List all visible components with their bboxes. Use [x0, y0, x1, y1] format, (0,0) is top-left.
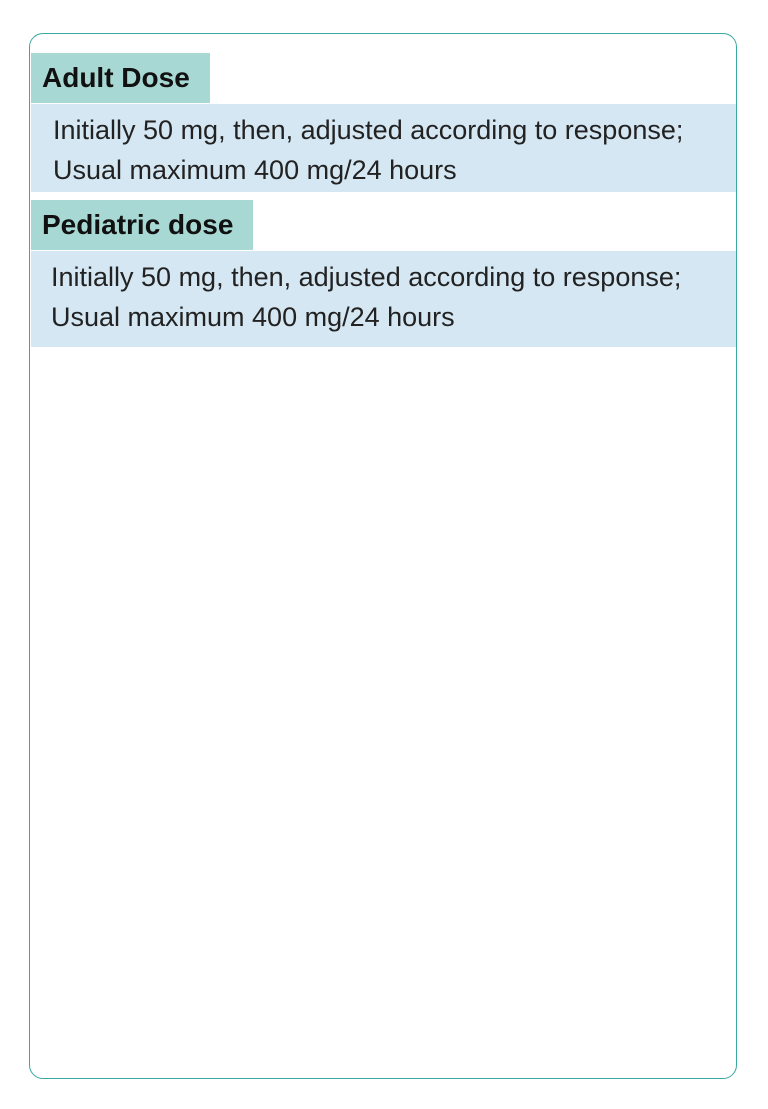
adult-dose-text: Initially 50 mg, then, adjusted according to response; Usual maximum 400 mg/24 hours [31, 104, 736, 192]
pediatric-dose-heading: Pediatric dose [31, 200, 253, 250]
pediatric-dose-text: Initially 50 mg, then, adjusted according to response; Usual maximum 400 mg/24 hours [31, 251, 736, 347]
adult-dose-heading: Adult Dose [31, 53, 210, 103]
dose-card [29, 33, 737, 1079]
